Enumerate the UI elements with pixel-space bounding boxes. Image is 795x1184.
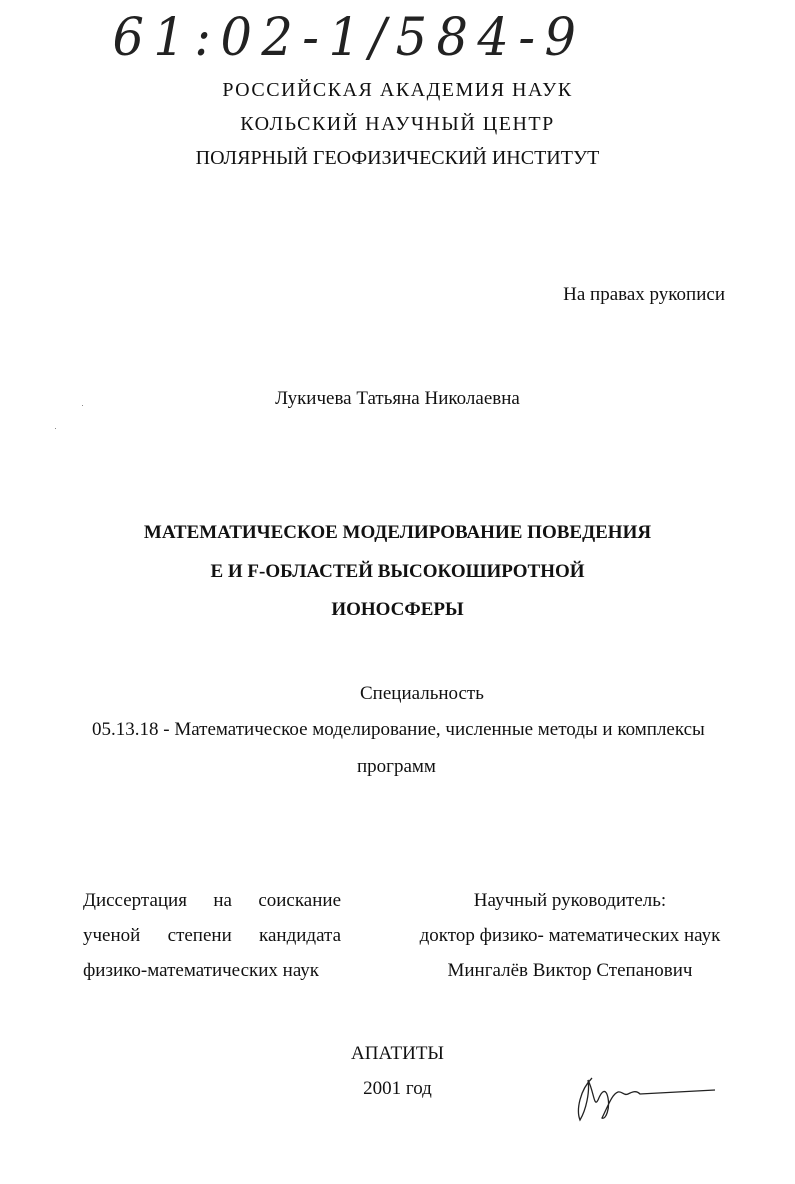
header-center: КОЛЬСКИЙ НАУЧНЫЙ ЦЕНТР	[240, 113, 555, 135]
handwritten-registry-number: 61:02-1/584-9	[112, 8, 586, 68]
city: АПАТИТЫ	[351, 1043, 444, 1064]
supervisor-label: Научный руководитель:	[473, 890, 667, 911]
year: 2001 год	[363, 1078, 432, 1099]
signature	[572, 1070, 722, 1125]
supervisor-degree: доктор физико- математических наук	[419, 925, 721, 946]
specialty-label: Специальность	[360, 683, 484, 704]
header-institute: ПОЛЯРНЫЙ ГЕОФИЗИЧЕСКИЙ ИНСТИТУТ	[195, 147, 600, 169]
header-academy: РОССИЙСКАЯ АКАДЕМИЯ НАУК	[222, 79, 573, 101]
specialty-code-cont: программ	[357, 756, 436, 777]
specialty-code: 05.13.18 - Математическое моделирование, численные методы и комплексы	[92, 719, 705, 740]
thesis-title-line-2: Е И F-ОБЛАСТЕЙ ВЫСОКОШИРОТНОЙ	[210, 561, 585, 582]
degree-line-1: Диссертация на соискание	[83, 890, 341, 911]
thesis-title-line-1: МАТЕМАТИЧЕСКОЕ МОДЕЛИРОВАНИЕ ПОВЕДЕНИЯ	[143, 522, 652, 543]
supervisor-name: Мингалёв Виктор Степанович	[447, 960, 693, 981]
degree-line-2: ученой степени кандидата	[83, 925, 341, 946]
degree-line-3: физико-математических наук	[83, 960, 320, 981]
author-name: Лукичева Татьяна Николаевна	[275, 388, 520, 409]
thesis-title-line-3: ИОНОСФЕРЫ	[331, 599, 464, 620]
manuscript-rights: На правах рукописи	[563, 284, 725, 305]
